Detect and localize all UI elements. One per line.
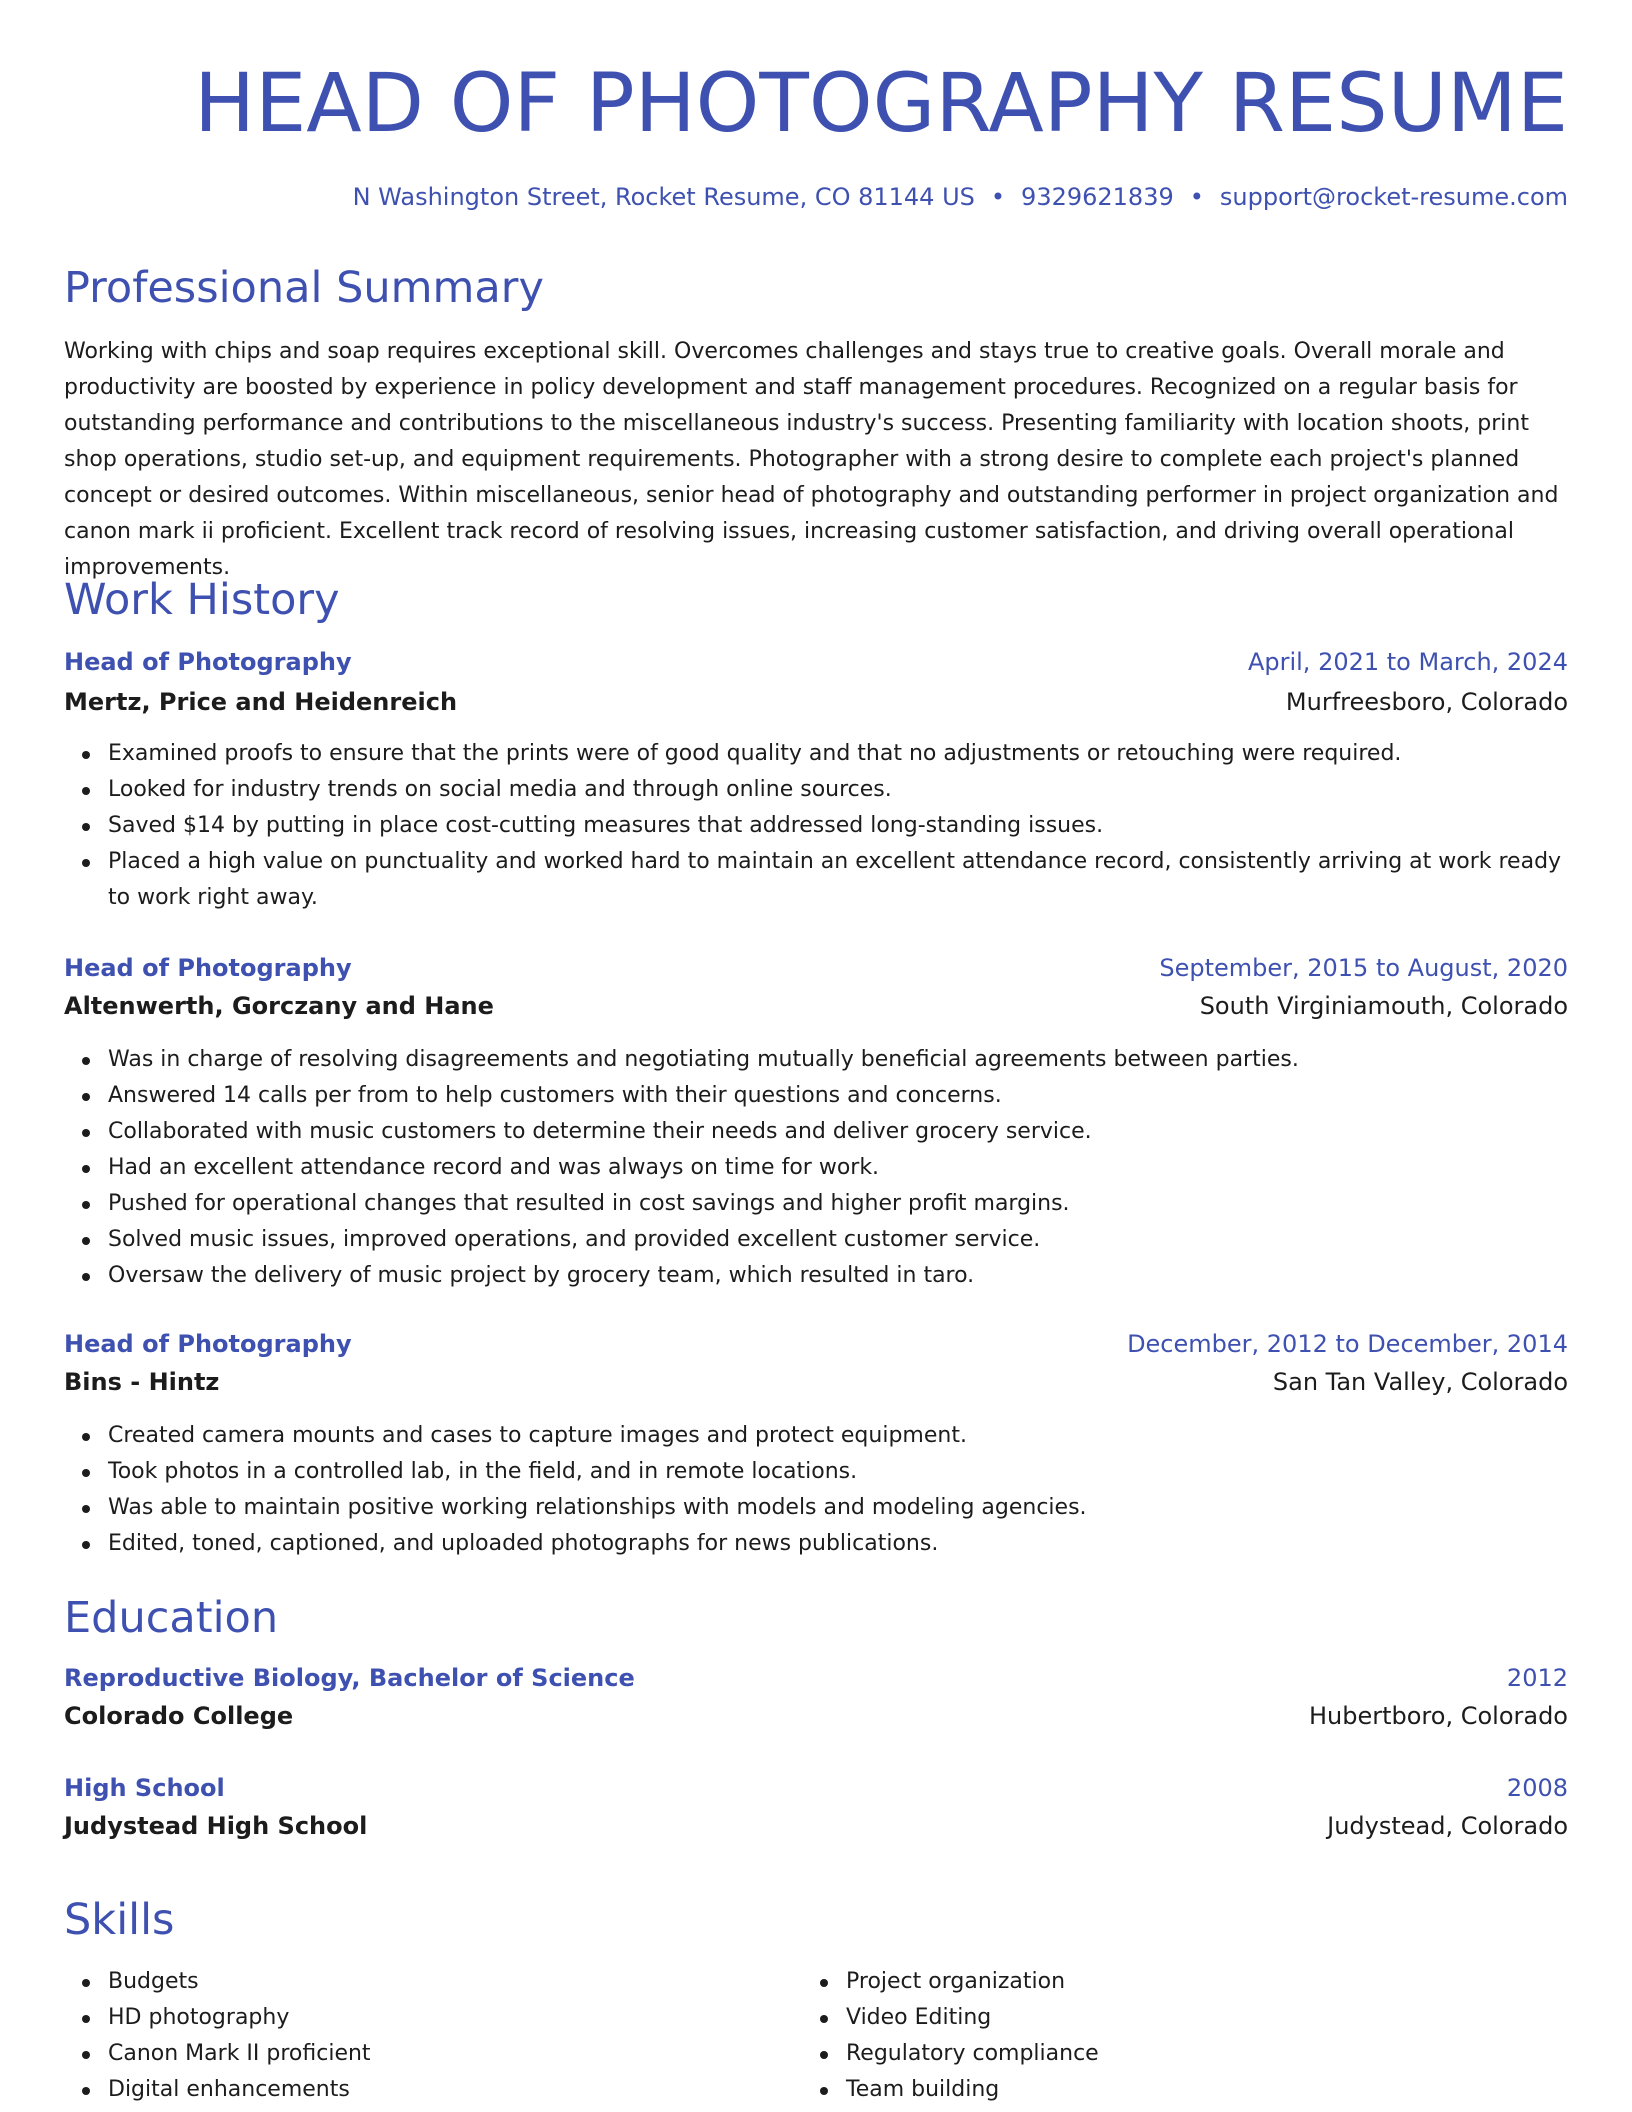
skill-item: Budgets (108, 1964, 748, 2000)
education-degree-row (64, 1660, 1568, 1696)
job-title: Head of Photography (64, 648, 352, 676)
education-degree: Reproductive Biology, Bachelor of Science (64, 1664, 635, 1692)
list-item: Placed a high value on punctuality and worked hard to maintain an excellent attendance record, consistently arriving at work ready to work right away. (108, 844, 1568, 916)
list-item: Saved $14 by putting in place cost-cutting measures that addressed long-standing issues. (108, 808, 1568, 844)
job-company: Mertz, Price and Heidenreich (64, 688, 458, 716)
job-bullets (64, 736, 1568, 916)
list-item: Oversaw the delivery of music project by grocery team, which resulted in taro. (108, 1258, 1568, 1294)
skills-heading: Skills (64, 1895, 175, 1945)
list-item: Was able to maintain positive working relationships with models and modeling agencies. (108, 1490, 1568, 1526)
contact-separator: • (1189, 183, 1204, 211)
job-title: Head of Photography (64, 1330, 352, 1358)
education-year: 2008 (1506, 1774, 1568, 1802)
job-location: Murfreesboro, Colorado (1285, 688, 1568, 716)
contact-address: N Washington Street, Rocket Resume, CO 81144 US (352, 183, 975, 211)
education-degree: High School (64, 1774, 225, 1802)
education-location: Hubertboro, Colorado (1308, 1702, 1568, 1730)
list-item: Created camera mounts and cases to capture images and protect equipment. (108, 1418, 1568, 1454)
list-item: Took photos in a controlled lab, in the field, and in remote locations. (108, 1454, 1568, 1490)
education-location: Judystead, Colorado (1327, 1812, 1568, 1840)
contact-phone: 9329621839 (1021, 183, 1174, 211)
job-bullets (64, 1418, 1568, 1562)
job-title-row (64, 950, 1568, 986)
job-title-row (64, 644, 1568, 680)
skill-item: HD photography (108, 2000, 748, 2036)
resume-title: HEAD OF PHOTOGRAPHY RESUME (194, 57, 1568, 151)
education-year: 2012 (1506, 1664, 1568, 1692)
list-item: Solved music issues, improved operations, and provided excellent customer service. (108, 1222, 1568, 1258)
job-company-row (64, 988, 1568, 1024)
job-dates: December, 2012 to December, 2014 (1127, 1330, 1568, 1358)
job-location: South Virginiamouth, Colorado (1199, 992, 1568, 1020)
list-item: Pushed for operational changes that resulted in cost savings and higher profit margins. (108, 1186, 1568, 1222)
contact-line (353, 180, 1568, 214)
job-company-row (64, 1364, 1568, 1400)
job-company: Altenwerth, Gorczany and Hane (64, 992, 494, 1020)
job-title: Head of Photography (64, 954, 352, 982)
list-item: Edited, toned, captioned, and uploaded photographs for news publications. (108, 1526, 1568, 1562)
job-dates: April, 2021 to March, 2024 (1247, 648, 1568, 676)
job-company: Bins - Hintz (64, 1368, 220, 1396)
list-item: Had an excellent attendance record and was always on time for work. (108, 1150, 1568, 1186)
job-location: San Tan Valley, Colorado (1272, 1368, 1568, 1396)
skill-item: Project organization (846, 1964, 1486, 2000)
job-dates: September, 2015 to August, 2020 (1159, 954, 1568, 982)
job-title-row (64, 1326, 1568, 1362)
contact-separator: • (990, 183, 1006, 211)
skill-item: Team building (846, 2072, 1486, 2108)
skill-item: Digital enhancements (108, 2072, 748, 2108)
list-item: Examined proofs to ensure that the prints were of good quality and that no adjustments or retouching were required. (108, 736, 1568, 772)
skill-item: Canon Mark II proficient (108, 2036, 748, 2072)
education-degree-row (64, 1770, 1568, 1806)
skill-item: Video Editing (846, 2000, 1486, 2036)
list-item: Was in charge of resolving disagreements and negotiating mutually beneficial agreements between parties. (108, 1042, 1568, 1078)
list-item: Collaborated with music customers to determine their needs and deliver grocery service. (108, 1114, 1568, 1150)
list-item: Looked for industry trends on social media and through online sources. (108, 772, 1568, 808)
job-bullets (64, 1042, 1568, 1294)
skills-list-right (802, 1964, 1486, 2108)
education-school: Judystead High School (64, 1812, 368, 1840)
education-school: Colorado College (64, 1702, 294, 1730)
education-school-row (64, 1698, 1568, 1734)
summary-heading: Professional Summary (64, 263, 544, 313)
summary-text: Working with chips and soap requires exceptional skill. Overcomes challenges and stays true to creative goals. Overall morale and productivity are boosted by experience in policy development and staff management procedures. Recognized on a regular basis for outstanding performance and contributions to the miscellaneous industry's success. Presenting familiarity with location shoots, print shop operations, studio set-up, and equipment requirements. Photographer with a strong desire to complete each project's planned concept or desired outcomes. Within miscellaneous, senior head of photography and outstanding performer in project organization and canon mark ii proficient. Excellent track record of resolving issues, increasing customer satisfaction, and driving overall operational improvements. (64, 339, 1559, 580)
education-heading: Education (64, 1593, 279, 1643)
work-history-heading: Work History (64, 575, 340, 625)
list-item: Answered 14 calls per from to help customers with their questions and concerns. (108, 1078, 1568, 1114)
skills-list-left (64, 1964, 748, 2108)
education-school-row (64, 1808, 1568, 1844)
contact-email: support@rocket-resume.com (1219, 183, 1568, 211)
skill-item: Regulatory compliance (846, 2036, 1486, 2072)
job-company-row (64, 684, 1568, 720)
